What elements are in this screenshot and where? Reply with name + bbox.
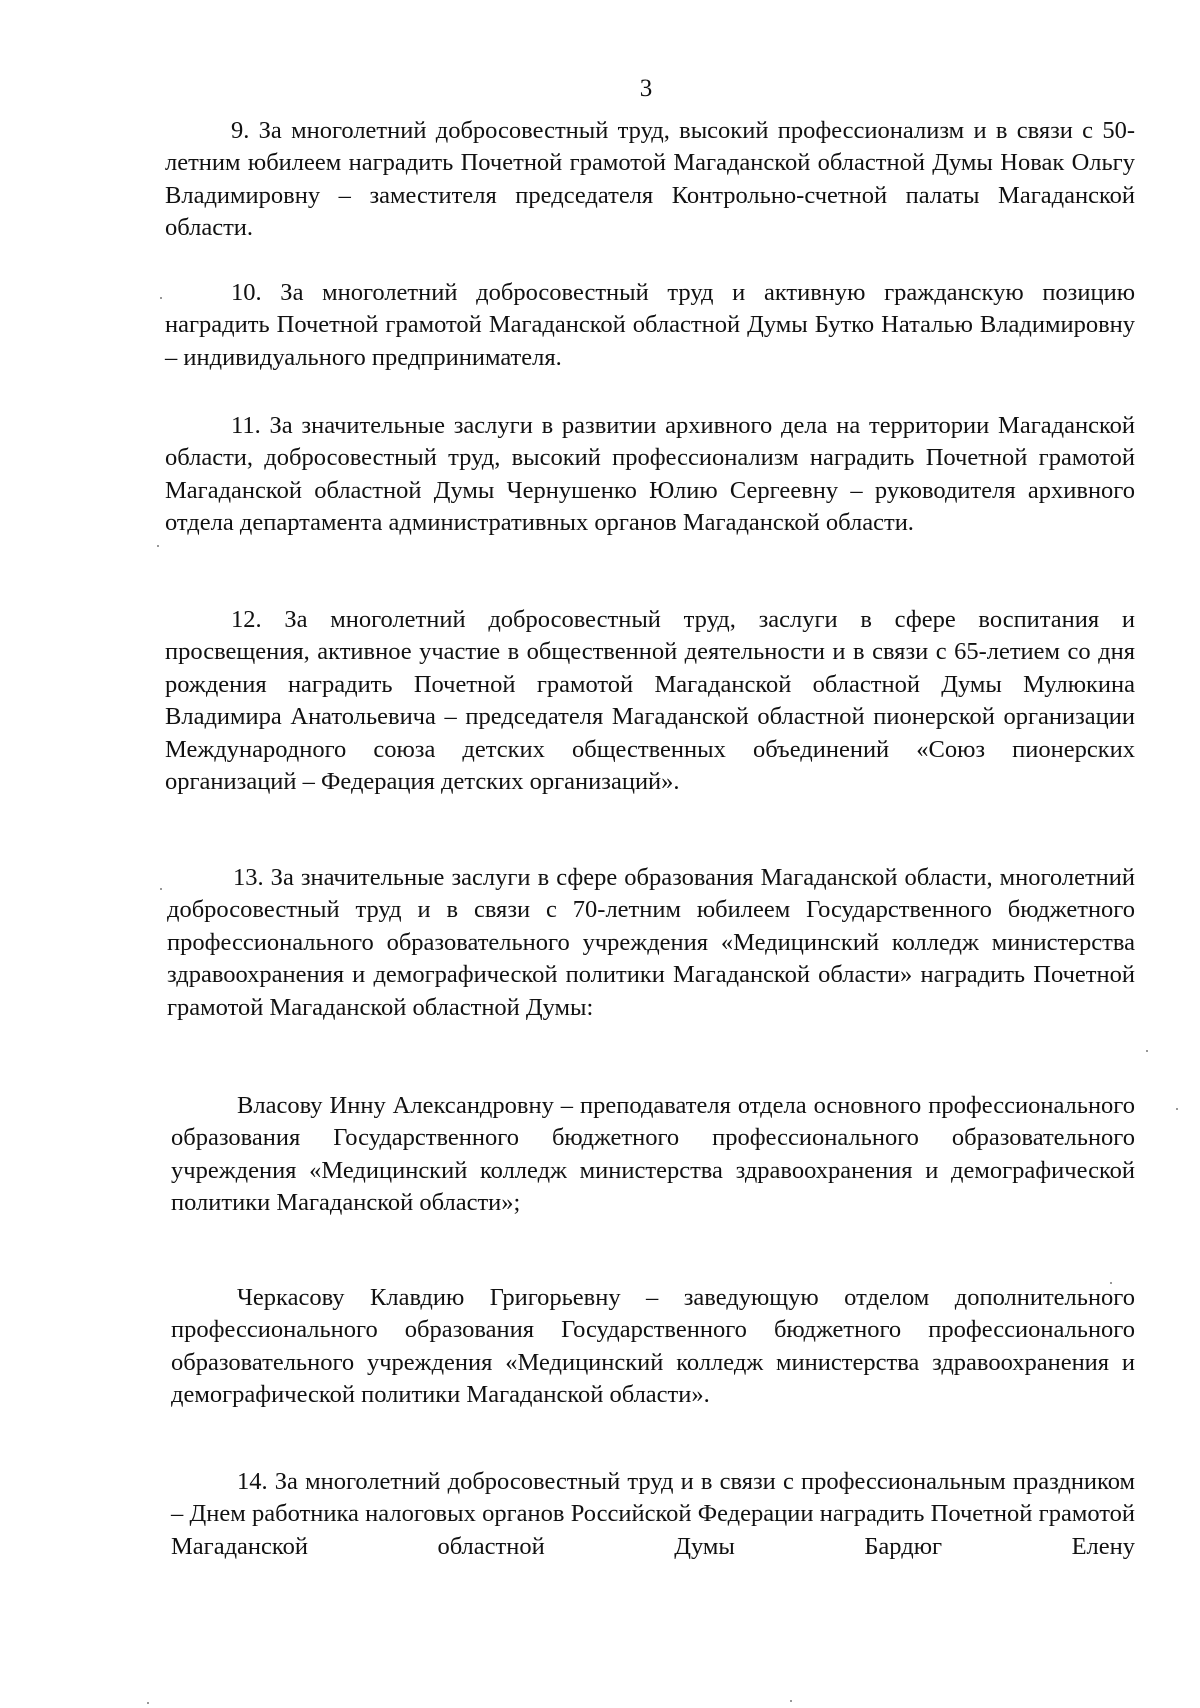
- paragraph-text: Власову Инну Александровну – преподавателя отдела основного профессионального образования Государственного бюджетного профессионального образовательного учреждения «Медицинский колледж министерства здравоохранения и демографической политики Магаданской области»;: [171, 1092, 1135, 1217]
- scan-speck: [1110, 1282, 1112, 1284]
- scan-speck: [1176, 1108, 1178, 1110]
- paragraph-text: Черкасову Клавдию Григорьевну – заведующую отделом дополнительного профессионального образования Государственного бюджетного профессионального образовательного учреждения «Медицинский колледж министерства здравоохранения и демографической политики Магаданской области».: [171, 1284, 1135, 1409]
- paragraph-text: 14. За многолетний добросовестный труд и в связи с профессиональным праздником – Днем работника налоговых органов Российской Федерации наградить Почетной грамотой Магаданской областной Думы Бардюг Елену: [171, 1468, 1135, 1560]
- scan-speck: [160, 297, 162, 299]
- scan-speck: [790, 1700, 792, 1702]
- award-item-9: [165, 115, 1135, 245]
- page-number: 3: [639, 75, 653, 102]
- scan-speck: [160, 888, 162, 890]
- paragraph-text: 13. За значительные заслуги в сфере образования Магаданской области, многолетний добросовестный труд и в связи с 70-летним юбилеем Государственного бюджетного профессионального образовательного учреждения «Медицинский колледж министерства здравоохранения и демографической политики Магаданской области» наградить Почетной грамотой Магаданской областной Думы:: [167, 864, 1135, 1021]
- award-item-14: [171, 1466, 1135, 1563]
- scan-speck: [1146, 1050, 1148, 1052]
- award-item-13: [167, 862, 1135, 1024]
- award-item-11: [165, 410, 1135, 540]
- paragraph-text: 10. За многолетний добросовестный труд и активную гражданскую позицию наградить Почетной грамотой Магаданской областной Думы Бутко Наталью Владимировну – индивидуального предпринимателя.: [165, 279, 1135, 371]
- paragraph-text: 12. За многолетний добросовестный труд, заслуги в сфере воспитания и просвещения, активное участие в общественной деятельности и в связи с 65-летием со дня рождения наградить Почетной грамотой Магаданской областной Думы Мулюкина Владимира Анатольевича – председателя Магаданской областной пионерской организации Международного союза детских общественных объединений «Союз пионерских организаций – Федерация детских организаций».: [165, 606, 1135, 796]
- paragraph-text: 9. За многолетний добросовестный труд, высокий профессионализм и в связи с 50-летним юбилеем наградить Почетной грамотой Магаданской областной Думы Новак Ольгу Владимировну – заместителя председателя Контрольно-счетной палаты Магаданской области.: [165, 117, 1135, 242]
- scan-speck: [157, 545, 159, 547]
- paragraph-text: 11. За значительные заслуги в развитии архивного дела на территории Магаданской области, добросовестный труд, высокий профессионализм наградить Почетной грамотой Магаданской областной Думы Чернушенко Юлию Сергеевну – руководителя архивного отдела департамента административных органов Магаданской области.: [165, 412, 1135, 537]
- awardee-cherkasova: [171, 1282, 1135, 1412]
- award-item-12: [165, 604, 1135, 798]
- award-item-10: [165, 277, 1135, 374]
- awardee-vlasova: [171, 1090, 1135, 1220]
- scan-speck: [147, 1702, 149, 1704]
